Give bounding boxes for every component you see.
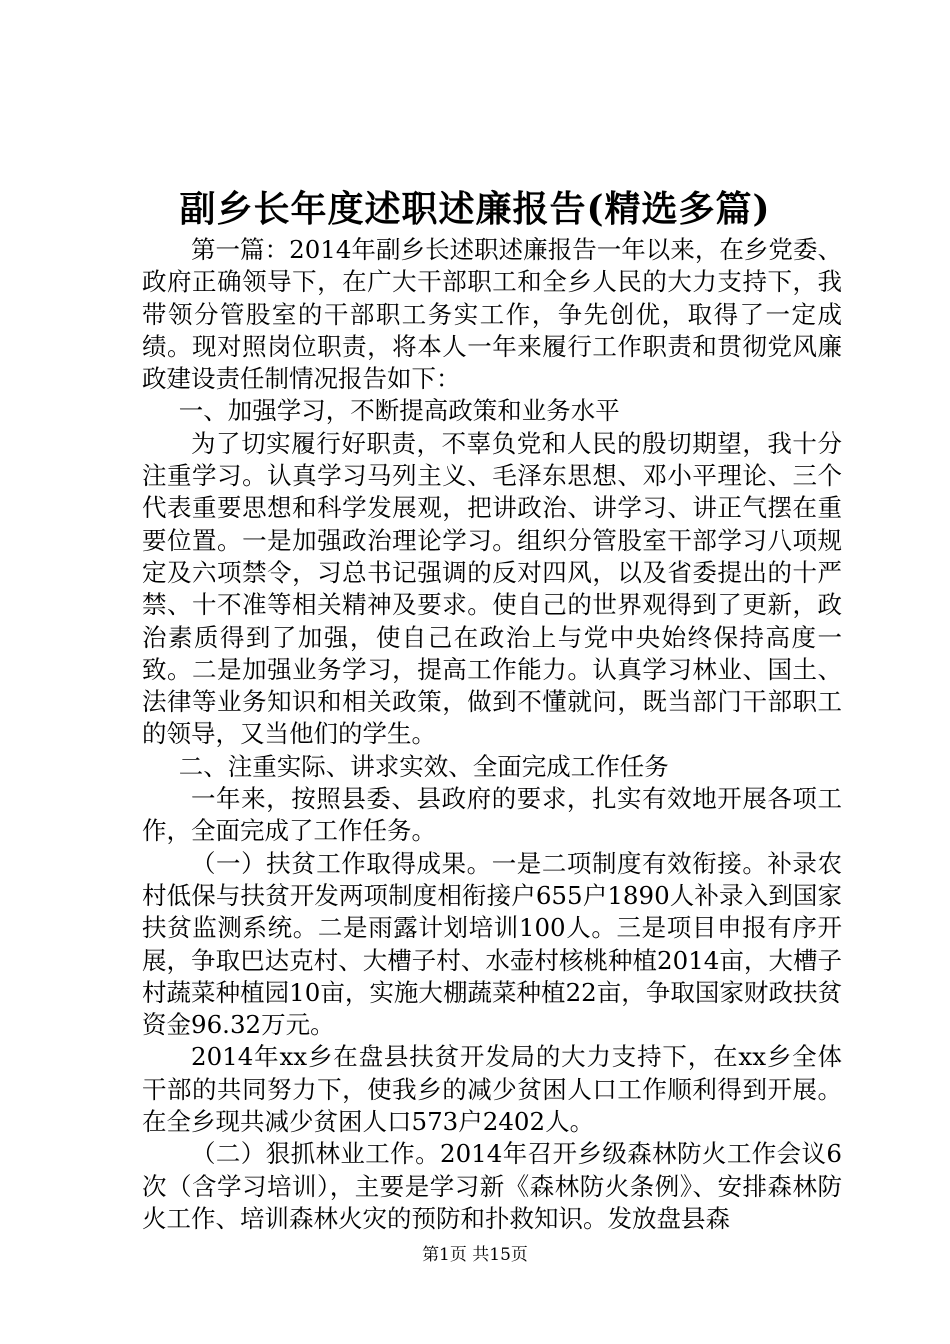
paragraph-forestry: （二）狠抓林业工作。2014年召开乡级森林防火工作会议6次（含学习培训），主要是学习新《森林防火条例》、安排森林防火工作、培训森林火灾的预防和扑救知识。发放盘县森: [142, 1139, 842, 1233]
paragraph-year-work: 一年来，按照县委、县政府的要求，扎实有效地开展各项工作，全面完成了工作任务。: [142, 784, 842, 846]
document-title: 副乡长年度述职述廉报告(精选多篇): [179, 188, 771, 230]
paragraph-poverty: （一）扶贫工作取得成果。一是二项制度有效衔接。补录农村低保与扶贫开发两项制度相衔接户655户1890人补录入到国家扶贫监测系统。二是雨露计划培训100人。三是项目申报有序开展，争取巴达克村、大槽子村、水壶村核桃种植2014亩，大槽子村蔬菜种植园10亩，实施大棚蔬菜种植22亩，争取国家财政扶贫资金96.32万元。: [142, 848, 842, 1040]
document-body: [142, 234, 842, 1235]
section-heading-2: 二、注重实际、讲求实效、全面完成工作任务: [178, 751, 669, 781]
section-heading-1: 一、加强学习，不断提高政策和业务水平: [178, 396, 620, 426]
page-number-footer: 第1页 共15页: [422, 1245, 528, 1265]
paragraph-intro: 第一篇：2014年副乡长述职述廉报告一年以来，在乡党委、政府正确领导下，在广大干部职工和全乡人民的大力支持下，我带领分管股室的干部职工务实工作，争先创优，取得了一定成绩。现对照岗位职责，将本人一年来履行工作职责和贯彻党风廉政建设责任制情况报告如下：: [142, 235, 842, 394]
paragraph-poverty-reduction: 2014年xx乡在盘县扶贫开发局的大力支持下，在xx乡全体干部的共同努力下，使我乡的减少贫困人口工作顺利得到开展。在全乡现共减少贫困人口573户2402人。: [142, 1042, 842, 1137]
paragraph-study: 为了切实履行好职责，不辜负党和人民的殷切期望，我十分注重学习。认真学习马列主义、毛泽东思想、邓小平理论、三个代表重要思想和科学发展观，把讲政治、讲学习、讲正气摆在重要位置。一是加强政治理论学习。组织分管股室干部学习八项规定及六项禁令，习总书记强调的反对四风，以及省委提出的十严禁、十不准等相关精神及要求。使自己的世界观得到了更新，政治素质得到了加强，使自己在政治上与党中央始终保持高度一致。二是加强业务学习，提高工作能力。认真学习林业、国土、法律等业务知识和相关政策，做到不懂就问，既当部门干部职工的领导，又当他们的学生。: [142, 428, 842, 749]
